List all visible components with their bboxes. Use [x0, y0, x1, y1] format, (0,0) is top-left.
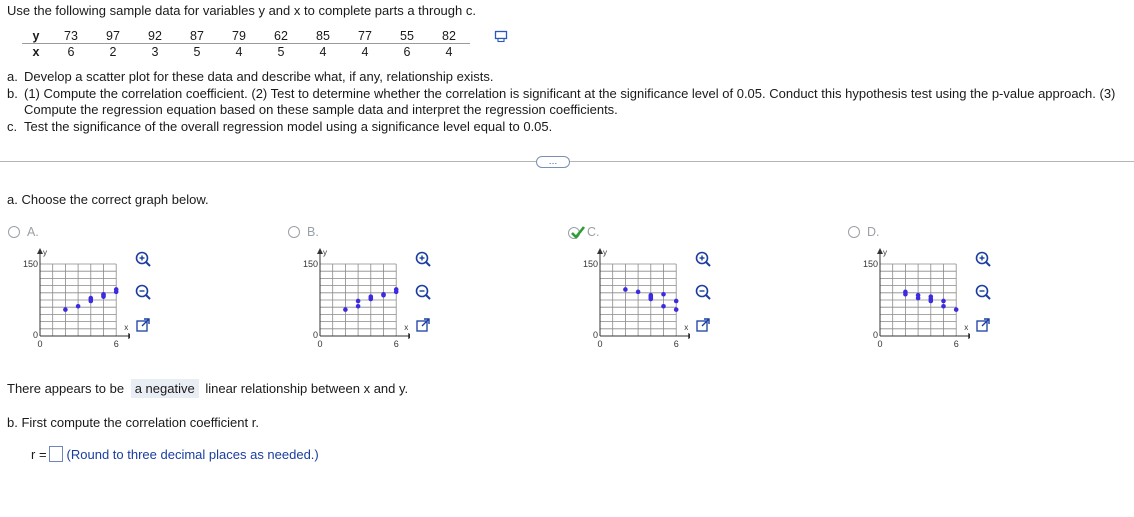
y-cell: 73: [50, 28, 92, 44]
y-axis-name: y: [43, 248, 47, 257]
part-b: [7, 86, 1124, 119]
part-label: c.: [7, 118, 18, 134]
problem-intro: Use the following sample data for variables y and x to complete parts a through c.: [7, 3, 476, 18]
question-b: b. First compute the correlation coefficient r.: [7, 415, 259, 430]
zoom-out-icon[interactable]: [974, 283, 992, 301]
x-cell: 6: [403, 44, 411, 59]
expand-icon[interactable]: [134, 316, 152, 334]
y-axis-name: y: [883, 248, 887, 257]
data-point: [661, 292, 666, 297]
data-point: [661, 304, 666, 309]
x-cell: 3: [151, 44, 159, 59]
data-point: [114, 287, 119, 292]
x-tick-label: 0: [317, 339, 323, 349]
data-point: [101, 292, 106, 297]
copy-table-icon[interactable]: [494, 29, 510, 43]
part-text: Test the significance of the overall regression model using a significance level equal to 0.05.: [24, 118, 553, 134]
data-point: [674, 299, 679, 304]
zoom-in-icon[interactable]: [974, 250, 992, 268]
x-axis-arrow: [688, 333, 690, 339]
y-header: y: [22, 28, 50, 44]
data-point: [916, 296, 921, 301]
option-label: B.: [307, 225, 319, 239]
option-label: C.: [587, 225, 600, 239]
zoom-in-icon[interactable]: [414, 250, 432, 268]
x-cell: 4: [361, 44, 369, 59]
scatter-graph-d[interactable]: [850, 248, 970, 353]
y-axis-name: y: [603, 248, 607, 257]
data-point: [941, 299, 946, 304]
data-point: [356, 299, 361, 304]
option-label: D.: [867, 225, 880, 239]
data-point: [929, 299, 934, 304]
data-point: [63, 307, 68, 312]
y-tick-label: 0: [312, 330, 318, 340]
x-axis-arrow: [968, 333, 970, 339]
relationship-dropdown[interactable]: a negative: [131, 379, 199, 398]
y-cell: 85: [302, 28, 344, 44]
question-a: a. Choose the correct graph below.: [7, 192, 209, 207]
y-tick-label: 150: [862, 259, 878, 269]
part-label: b.: [7, 85, 18, 101]
y-cell: 92: [134, 28, 176, 44]
zoom-out-icon[interactable]: [414, 283, 432, 301]
x-axis-arrow: [128, 333, 130, 339]
x-tick-label: 0: [877, 339, 883, 349]
y-cell: 87: [176, 28, 218, 44]
option-c-check-icon[interactable]: [568, 226, 586, 243]
r-label: r =: [31, 446, 47, 462]
x-cell: 4: [445, 44, 453, 59]
x-cell: 2: [109, 44, 117, 59]
expand-icon[interactable]: [694, 316, 712, 334]
data-point: [649, 294, 654, 299]
data-point: [954, 307, 959, 312]
data-point: [76, 304, 81, 309]
data-table: [22, 28, 470, 59]
x-tick-label: 6: [953, 339, 959, 349]
part-a: [7, 69, 1124, 86]
zoom-in-icon[interactable]: [134, 250, 152, 268]
x-tick-label: 6: [673, 339, 679, 349]
option-d-radio[interactable]: [848, 226, 860, 238]
r-answer-row: [31, 446, 319, 462]
data-point: [941, 304, 946, 309]
y-row: [22, 28, 470, 44]
x-tick-label: 0: [37, 339, 43, 349]
data-point: [674, 307, 679, 312]
y-cell: 82: [428, 28, 470, 44]
option-label: A.: [27, 225, 39, 239]
y-cell: 55: [386, 28, 428, 44]
data-point: [369, 294, 374, 299]
y-tick-label: 0: [32, 330, 38, 340]
part-text: (1) Compute the correlation coefficient. (2) Test to determine whether the correlation is significant at the significance level of 0.05. Conduct this hypothesis test using the p-value approach. (3) Compute the regression equation based on these sample data and interpret the regression coefficients.: [24, 85, 1116, 117]
scatter-graph-b[interactable]: [290, 248, 410, 353]
x-axis-name: x: [684, 323, 689, 332]
y-tick-label: 0: [872, 330, 878, 340]
expand-icon[interactable]: [974, 316, 992, 334]
x-tick-label: 6: [393, 339, 399, 349]
rounding-hint: (Round to three decimal places as needed.): [66, 446, 319, 462]
y-tick-label: 150: [302, 259, 318, 269]
zoom-out-icon[interactable]: [694, 283, 712, 301]
x-axis-arrow: [408, 333, 410, 339]
y-cell: 97: [92, 28, 134, 44]
x-axis-name: x: [404, 323, 409, 332]
more-button[interactable]: …: [536, 156, 570, 168]
x-cell: 4: [235, 44, 243, 59]
sentence-prefix: There appears to be: [7, 381, 125, 396]
data-point: [89, 296, 94, 301]
data-point: [356, 304, 361, 309]
scatter-graph-c[interactable]: [570, 248, 690, 353]
sentence-suffix: linear relationship between x and y.: [205, 381, 409, 396]
x-cell: 4: [319, 44, 327, 59]
answer-sentence: [7, 381, 408, 396]
y-tick-label: 150: [22, 259, 38, 269]
problem-parts: [7, 69, 1124, 135]
x-header: x: [32, 44, 40, 59]
y-axis-name: y: [323, 248, 327, 257]
y-cell: 77: [344, 28, 386, 44]
x-cell: 6: [67, 44, 75, 59]
y-cell: 62: [260, 28, 302, 44]
y-tick-label: 0: [592, 330, 598, 340]
data-point: [343, 307, 348, 312]
part-label: a.: [7, 69, 18, 84]
y-tick-label: 150: [582, 259, 598, 269]
data-point: [394, 287, 399, 292]
x-tick-label: 0: [597, 339, 603, 349]
x-cell: 5: [277, 44, 285, 59]
part-c: [7, 119, 1124, 136]
x-axis-name: x: [964, 323, 969, 332]
r-input[interactable]: [49, 446, 63, 462]
data-point: [623, 287, 628, 292]
x-axis-name: x: [124, 323, 129, 332]
scatter-graph-a[interactable]: [10, 248, 130, 353]
x-row: [22, 44, 470, 60]
option-b-radio[interactable]: [288, 226, 300, 238]
zoom-in-icon[interactable]: [694, 250, 712, 268]
y-cell: 79: [218, 28, 260, 44]
x-cell: 5: [193, 44, 201, 59]
part-text: Develop a scatter plot for these data and describe what, if any, relationship exists.: [24, 69, 494, 84]
data-point: [903, 292, 908, 297]
x-tick-label: 6: [113, 339, 119, 349]
option-a-radio[interactable]: [8, 226, 20, 238]
zoom-out-icon[interactable]: [134, 283, 152, 301]
expand-icon[interactable]: [414, 316, 432, 334]
data-point: [381, 292, 386, 297]
data-point: [636, 290, 641, 295]
